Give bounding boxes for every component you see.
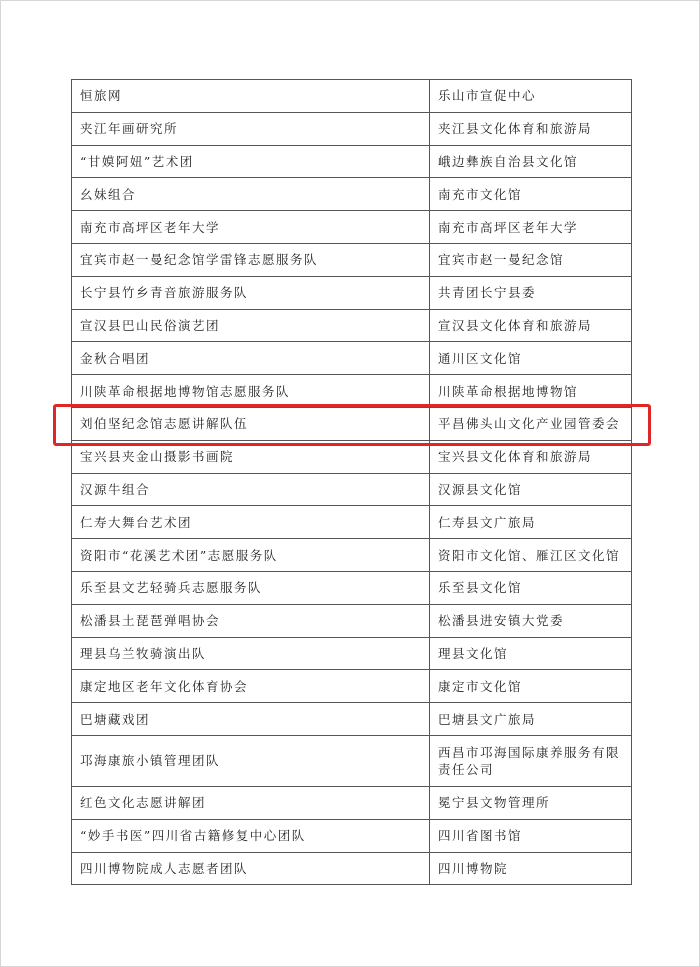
table-row bbox=[72, 243, 632, 276]
unit-cell: 通川区文化馆 bbox=[430, 342, 632, 375]
unit-cell: 四川博物院 bbox=[430, 852, 632, 885]
unit-cell: 巴塘县文广旅局 bbox=[430, 703, 632, 736]
team-name-cell: 宣汉县巴山民俗演艺团 bbox=[72, 309, 430, 342]
unit-cell: 南充市高坪区老年大学 bbox=[430, 211, 632, 244]
unit-cell: 汉源县文化馆 bbox=[430, 473, 632, 506]
team-name-cell: 川陕革命根据地博物馆志愿服务队 bbox=[72, 375, 430, 408]
unit-cell: 资阳市文化馆、雁江区文化馆 bbox=[430, 539, 632, 572]
team-name-cell: 四川博物院成人志愿者团队 bbox=[72, 852, 430, 885]
table-row bbox=[72, 309, 632, 342]
team-name-cell: 金秋合唱团 bbox=[72, 342, 430, 375]
table-row bbox=[72, 735, 632, 786]
table-row bbox=[72, 604, 632, 637]
table-row bbox=[72, 375, 632, 408]
table-row bbox=[72, 852, 632, 885]
team-name-cell: 恒旅网 bbox=[72, 80, 430, 113]
unit-cell: 峨边彝族自治县文化馆 bbox=[430, 145, 632, 178]
team-name-cell: 松潘县土琵琶弹唱协会 bbox=[72, 604, 430, 637]
table-row bbox=[72, 80, 632, 113]
team-name-cell: 幺妹组合 bbox=[72, 178, 430, 211]
team-name-cell: 仁寿大舞台艺术团 bbox=[72, 506, 430, 539]
table-row bbox=[72, 112, 632, 145]
team-name-cell: 汉源牛组合 bbox=[72, 473, 430, 506]
unit-cell: 乐山市宣促中心 bbox=[430, 80, 632, 113]
table-row bbox=[72, 211, 632, 244]
unit-cell: 仁寿县文广旅局 bbox=[430, 506, 632, 539]
team-name-cell: 宜宾市赵一曼纪念馆学雷锋志愿服务队 bbox=[72, 243, 430, 276]
team-name-cell: 康定地区老年文化体育协会 bbox=[72, 670, 430, 703]
table-row bbox=[72, 571, 632, 604]
team-name-cell: 宝兴县夹金山摄影书画院 bbox=[72, 440, 430, 473]
table-row bbox=[72, 440, 632, 473]
unit-cell: 南充市文化馆 bbox=[430, 178, 632, 211]
table-row bbox=[72, 786, 632, 819]
table-row bbox=[72, 670, 632, 703]
team-name-cell: 刘伯坚纪念馆志愿讲解队伍 bbox=[72, 407, 430, 440]
team-name-cell: 夹江年画研究所 bbox=[72, 112, 430, 145]
table-row-highlighted bbox=[72, 407, 632, 440]
unit-cell: 宜宾市赵一曼纪念馆 bbox=[430, 243, 632, 276]
table-row bbox=[72, 539, 632, 572]
team-table bbox=[71, 79, 632, 885]
unit-cell: 平昌佛头山文化产业园管委会 bbox=[430, 407, 632, 440]
team-name-cell: 资阳市“花溪艺术团”志愿服务队 bbox=[72, 539, 430, 572]
team-name-cell: 南充市高坪区老年大学 bbox=[72, 211, 430, 244]
team-name-cell: 乐至县文艺轻骑兵志愿服务队 bbox=[72, 571, 430, 604]
unit-cell: 冕宁县文物管理所 bbox=[430, 786, 632, 819]
table-row bbox=[72, 342, 632, 375]
unit-cell: 宝兴县文化体育和旅游局 bbox=[430, 440, 632, 473]
unit-cell: 川陕革命根据地博物馆 bbox=[430, 375, 632, 408]
table-row bbox=[72, 178, 632, 211]
team-name-cell: 巴塘藏戏团 bbox=[72, 703, 430, 736]
table-row bbox=[72, 637, 632, 670]
unit-cell: 松潘县进安镇大党委 bbox=[430, 604, 632, 637]
table-row bbox=[72, 703, 632, 736]
unit-cell: 夹江县文化体育和旅游局 bbox=[430, 112, 632, 145]
team-name-cell: 理县乌兰牧骑演出队 bbox=[72, 637, 430, 670]
team-name-cell: 邛海康旅小镇管理团队 bbox=[72, 735, 430, 786]
table-row bbox=[72, 506, 632, 539]
unit-cell: 康定市文化馆 bbox=[430, 670, 632, 703]
team-name-cell: 长宁县竹乡青音旅游服务队 bbox=[72, 276, 430, 309]
table-row bbox=[72, 819, 632, 852]
unit-cell: 理县文化馆 bbox=[430, 637, 632, 670]
table-row bbox=[72, 145, 632, 178]
table-row bbox=[72, 473, 632, 506]
unit-cell: 四川省图书馆 bbox=[430, 819, 632, 852]
team-name-cell: “甘嫫阿妞”艺术团 bbox=[72, 145, 430, 178]
unit-cell: 西昌市邛海国际康养服务有限责任公司 bbox=[430, 735, 632, 786]
unit-cell: 共青团长宁县委 bbox=[430, 276, 632, 309]
unit-cell: 乐至县文化馆 bbox=[430, 571, 632, 604]
team-name-cell: 红色文化志愿讲解团 bbox=[72, 786, 430, 819]
team-name-cell: “妙手书医”四川省古籍修复中心团队 bbox=[72, 819, 430, 852]
table-row bbox=[72, 276, 632, 309]
unit-cell: 宣汉县文化体育和旅游局 bbox=[430, 309, 632, 342]
